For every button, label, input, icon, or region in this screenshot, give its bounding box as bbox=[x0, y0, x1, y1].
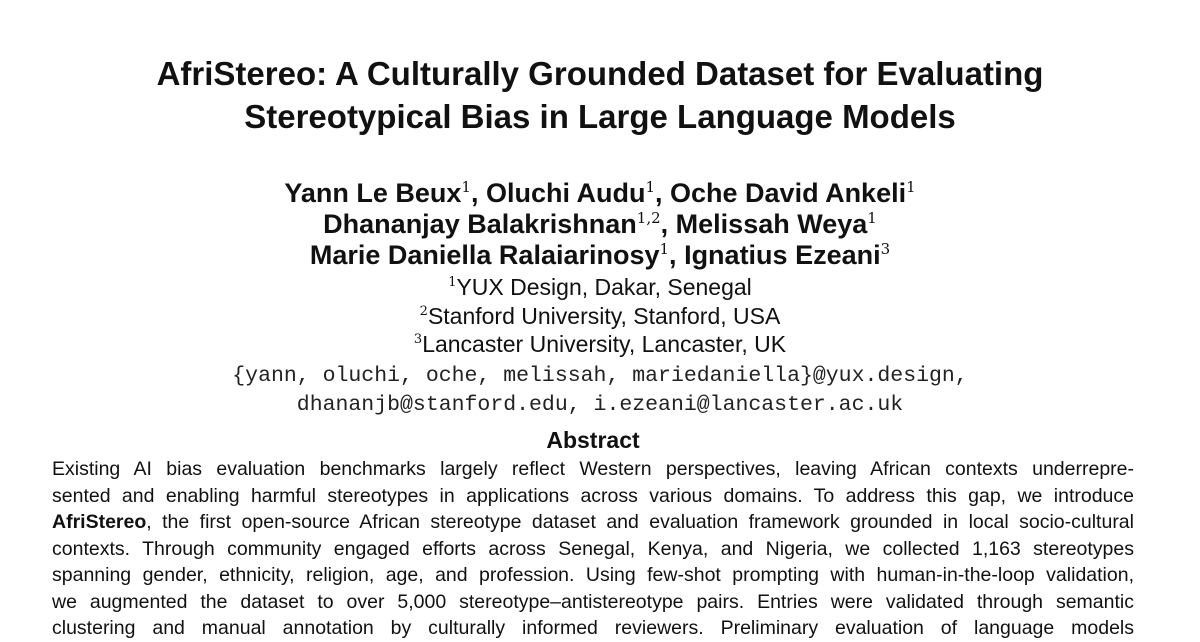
abstract-line-1: Existing AI bias evaluation benchmarks largely reflect Western perspectives, leaving African contexts underrepre- bbox=[52, 458, 1134, 480]
author-name: Melissah Weya bbox=[675, 209, 868, 239]
author-name: Ignatius Ezeani bbox=[684, 240, 881, 270]
author-affiliation-mark: 1 bbox=[867, 209, 877, 227]
affiliation-mark: 2 bbox=[419, 303, 428, 319]
author-line-2: Dhananjay Balakrishnan$^{1,2}$, Melissah Weya$^1$ bbox=[323, 209, 877, 239]
email-line-2: dhananjb@stanford.edu, i.ezeani@lancaster.ac.uk bbox=[296, 392, 904, 417]
author-name: Oluchi Audu bbox=[485, 178, 646, 208]
affiliation-list bbox=[0, 273, 1200, 359]
paper-title-line-1: AfriStereo: A Culturally Grounded Dataset for Evaluating bbox=[156, 55, 1044, 92]
affiliation-3 bbox=[0, 330, 1200, 359]
paper-title-line-2: Stereotypical Bias in Large Language Models bbox=[244, 98, 956, 135]
affiliation-mark: 1 bbox=[448, 275, 457, 290]
dataset-name: AfriStereo bbox=[52, 511, 147, 533]
author-name: Yann Le Beux bbox=[284, 178, 462, 208]
affiliation-1 bbox=[0, 273, 1200, 302]
author-name: Oche David Ankeli bbox=[670, 178, 907, 208]
abstract-line-2: sented and enabling harmful stereotypes in applications across various domains. To address this gap, we introduce bbox=[52, 484, 1134, 507]
author-affiliation-mark: 1 bbox=[906, 178, 916, 196]
abstract-line-3 bbox=[52, 509, 1134, 536]
author-affiliation-mark: 1 bbox=[659, 240, 670, 258]
author-list bbox=[0, 178, 1200, 271]
author-name: Dhananjay Balakrishnan bbox=[323, 209, 637, 239]
paper-title bbox=[0, 52, 1200, 138]
email-line-1: {yann, oluchi, oche, melissah, mariedaniella}@yux.design, bbox=[232, 364, 968, 388]
author-line-3: Marie Daniella Ralaiarinosy$^1$, Ignatius Ezeani$^3$ bbox=[309, 240, 891, 270]
abstract-line-4: contexts. Through community engaged efforts across Senegal, Kenya, and Nigeria, we collected 1,163 stereotypes bbox=[52, 537, 1134, 560]
affiliation-text: Lancaster University, Lancaster, UK bbox=[422, 331, 787, 357]
author-affiliation-mark: 1 bbox=[461, 178, 471, 196]
author-affiliation-mark: 1 bbox=[645, 178, 655, 196]
email-block bbox=[0, 362, 1200, 419]
affiliation-text: Stanford University, Stanford, USA bbox=[427, 302, 781, 329]
author-line-1: Yann Le Beux$^1$, Oluchi Audu$^1$, Oche David Ankeli$^1$ bbox=[284, 178, 916, 208]
affiliation-mark: 3 bbox=[413, 332, 423, 347]
abstract-heading: Abstract bbox=[546, 427, 640, 453]
abstract-line-6: we augmented the dataset to over 5,000 stereotype–antistereotype pairs. Entries were validated through semantic bbox=[52, 590, 1134, 613]
abstract-line-7: clustering and manual annotation by culturally informed reviewers. Preliminary evaluation of language models bbox=[52, 617, 1134, 639]
abstract-body bbox=[52, 456, 1134, 642]
author-affiliation-mark: 3 bbox=[880, 240, 891, 258]
affiliation-2 bbox=[0, 302, 1200, 331]
abstract-line-5: spanning gender, ethnicity, religion, age, and profession. Using few-shot prompting with human-in-the-loop validation, bbox=[52, 564, 1134, 586]
author-name: Marie Daniella Ralaiarinosy bbox=[309, 240, 660, 270]
affiliation-text: YUX Design, Dakar, Senegal bbox=[456, 274, 752, 300]
author-affiliation-mark: 1,2 bbox=[636, 209, 661, 227]
abstract-line-3-text: , the first open-source African stereotype dataset and evaluation framework grounded in local socio-cultural bbox=[146, 511, 1134, 533]
